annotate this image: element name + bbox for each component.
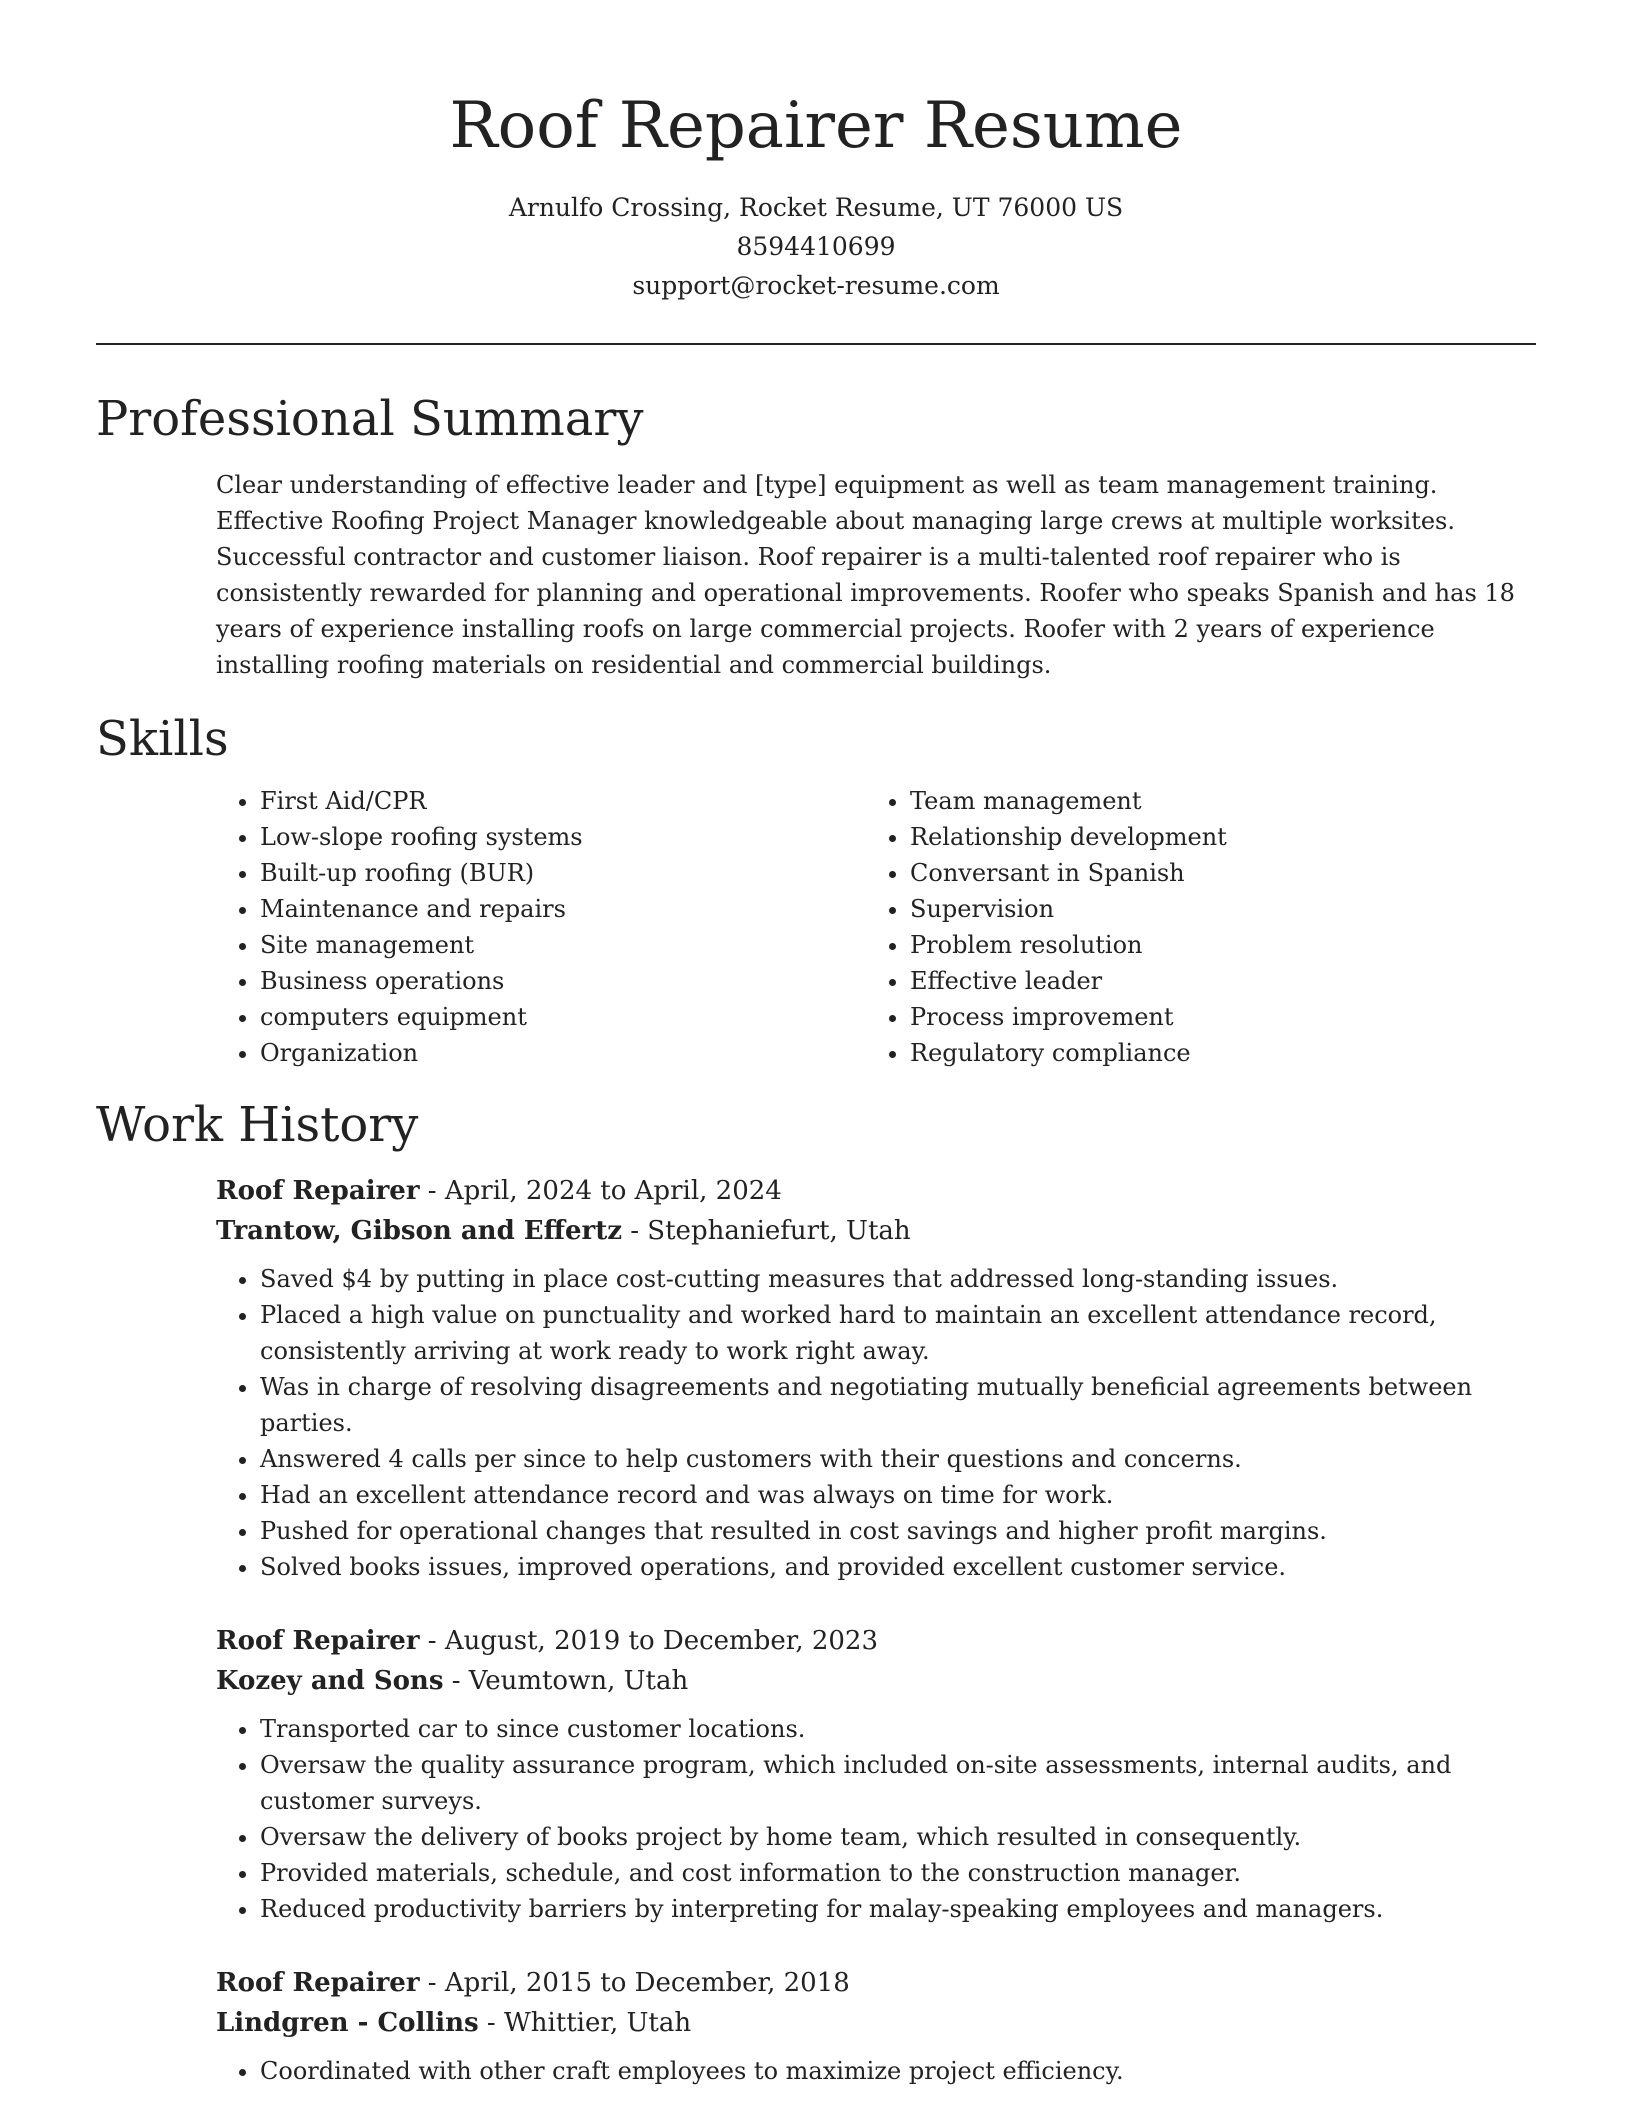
job-company: Kozey and Sons — [216, 1666, 444, 1696]
job-company: Lindgren - Collins — [216, 2008, 479, 2038]
job-dates: - April, 2024 to April, 2024 — [419, 1176, 782, 1206]
job-duty: • Saved $4 by putting in place cost-cutting measures that addressed long-standing issues. — [260, 1261, 1536, 1297]
job-location: - Whittier, Utah — [478, 2008, 692, 2038]
skills-column-right — [866, 783, 1227, 1071]
job-company-line — [216, 1211, 1536, 1251]
skill-item: • Regulatory compliance — [910, 1035, 1227, 1071]
skill-item: • Relationship development — [910, 819, 1227, 855]
skill-item: • Supervision — [910, 891, 1227, 927]
job-duty: • Provided materials, schedule, and cost information to the construction manager. — [260, 1855, 1536, 1891]
job-location: - Stephaniefurt, Utah — [621, 1216, 911, 1246]
job-duty: • Placed a high value on punctuality and worked hard to maintain an excellent attendance record, consistently arriving at work ready to work right away. — [260, 1297, 1536, 1369]
job-duties — [216, 1261, 1536, 1585]
job-company: Trantow, Gibson and Effertz — [216, 1216, 622, 1246]
job-role: Roof Repairer — [216, 1626, 420, 1656]
skill-item: • Conversant in Spanish — [910, 855, 1227, 891]
job-duty: • Was in charge of resolving disagreements and negotiating mutually beneficial agreements between parties. — [260, 1369, 1536, 1441]
contact-phone: 8594410699 — [736, 232, 896, 261]
job-company-line — [216, 1661, 1536, 1701]
job-duty: • Oversaw the quality assurance program, which included on-site assessments, internal audits, and customer surveys. — [260, 1747, 1536, 1819]
job-duties — [216, 2053, 1536, 2089]
job-duty: • Oversaw the delivery of books project by home team, which resulted in consequently. — [260, 1819, 1536, 1855]
skills-list — [216, 783, 1536, 1071]
skill-item: • Problem resolution — [910, 927, 1227, 963]
job-entry — [216, 1621, 1536, 1927]
skill-item: • Maintenance and repairs — [260, 891, 866, 927]
job-duty: • Coordinated with other craft employees to maximize project efficiency. — [260, 2053, 1536, 2089]
skill-item: • First Aid/CPR — [260, 783, 866, 819]
contact-email: support@rocket-resume.com — [632, 271, 1000, 300]
job-dates: - April, 2015 to December, 2018 — [419, 1968, 850, 1998]
job-title-line — [216, 1171, 1536, 1211]
summary-text: Clear understanding of effective leader and [type] equipment as well as team management training. Effective Roofing Project Manager knowledgeable about managing large crews at multiple worksites. Successful contractor and customer liaison. Roof repairer is a multi-talented roof repairer who is consistently rewarded for planning and operational improvements. Roofer who speaks Spanish and has 18 years of experience installing roofs on large commercial projects. Roofer with 2 years of experience installing roofing materials on residential and commercial buildings. — [216, 471, 1515, 679]
skills-column-left — [216, 783, 866, 1071]
job-dates: - August, 2019 to December, 2023 — [419, 1626, 879, 1656]
job-duty: • Reduced productivity barriers by interpreting for malay-speaking employees and managers. — [260, 1891, 1536, 1927]
skill-item: • computers equipment — [260, 999, 866, 1035]
header-divider — [96, 343, 1536, 345]
skill-item: • Effective leader — [910, 963, 1227, 999]
job-title-line — [216, 1621, 1536, 1661]
contact-block — [0, 188, 1632, 305]
summary-heading: Professional Summary — [96, 391, 644, 447]
skill-item: • Team management — [910, 783, 1227, 819]
job-entry — [216, 1963, 1536, 2089]
job-role: Roof Repairer — [216, 1176, 420, 1206]
resume-header — [0, 0, 1632, 305]
skill-item: • Site management — [260, 927, 866, 963]
job-duty: • Transported car to since customer locations. — [260, 1711, 1536, 1747]
job-duty: • Pushed for operational changes that resulted in cost savings and higher profit margins. — [260, 1513, 1536, 1549]
job-duty: • Solved books issues, improved operations, and provided excellent customer service. — [260, 1549, 1536, 1585]
skill-item: • Built-up roofing (BUR) — [260, 855, 866, 891]
job-location: - Veumtown, Utah — [443, 1666, 689, 1696]
skill-item: • Business operations — [260, 963, 866, 999]
skills-heading: Skills — [96, 711, 229, 767]
skill-item: • Organization — [260, 1035, 866, 1071]
job-role: Roof Repairer — [216, 1968, 420, 1998]
skill-item: • Process improvement — [910, 999, 1227, 1035]
work-history-heading: Work History — [96, 1097, 419, 1153]
skill-item: • Low-slope roofing systems — [260, 819, 866, 855]
job-duty: • Answered 4 calls per since to help customers with their questions and concerns. — [260, 1441, 1536, 1477]
resume-title: Roof Repairer Resume — [449, 89, 1183, 163]
job-title-line — [216, 1963, 1536, 2003]
contact-address: Arnulfo Crossing, Rocket Resume, UT 76000 US — [508, 193, 1124, 222]
job-entry — [216, 1171, 1536, 1585]
job-duties — [216, 1711, 1536, 1927]
job-duty: • Had an excellent attendance record and was always on time for work. — [260, 1477, 1536, 1513]
job-company-line — [216, 2003, 1536, 2043]
